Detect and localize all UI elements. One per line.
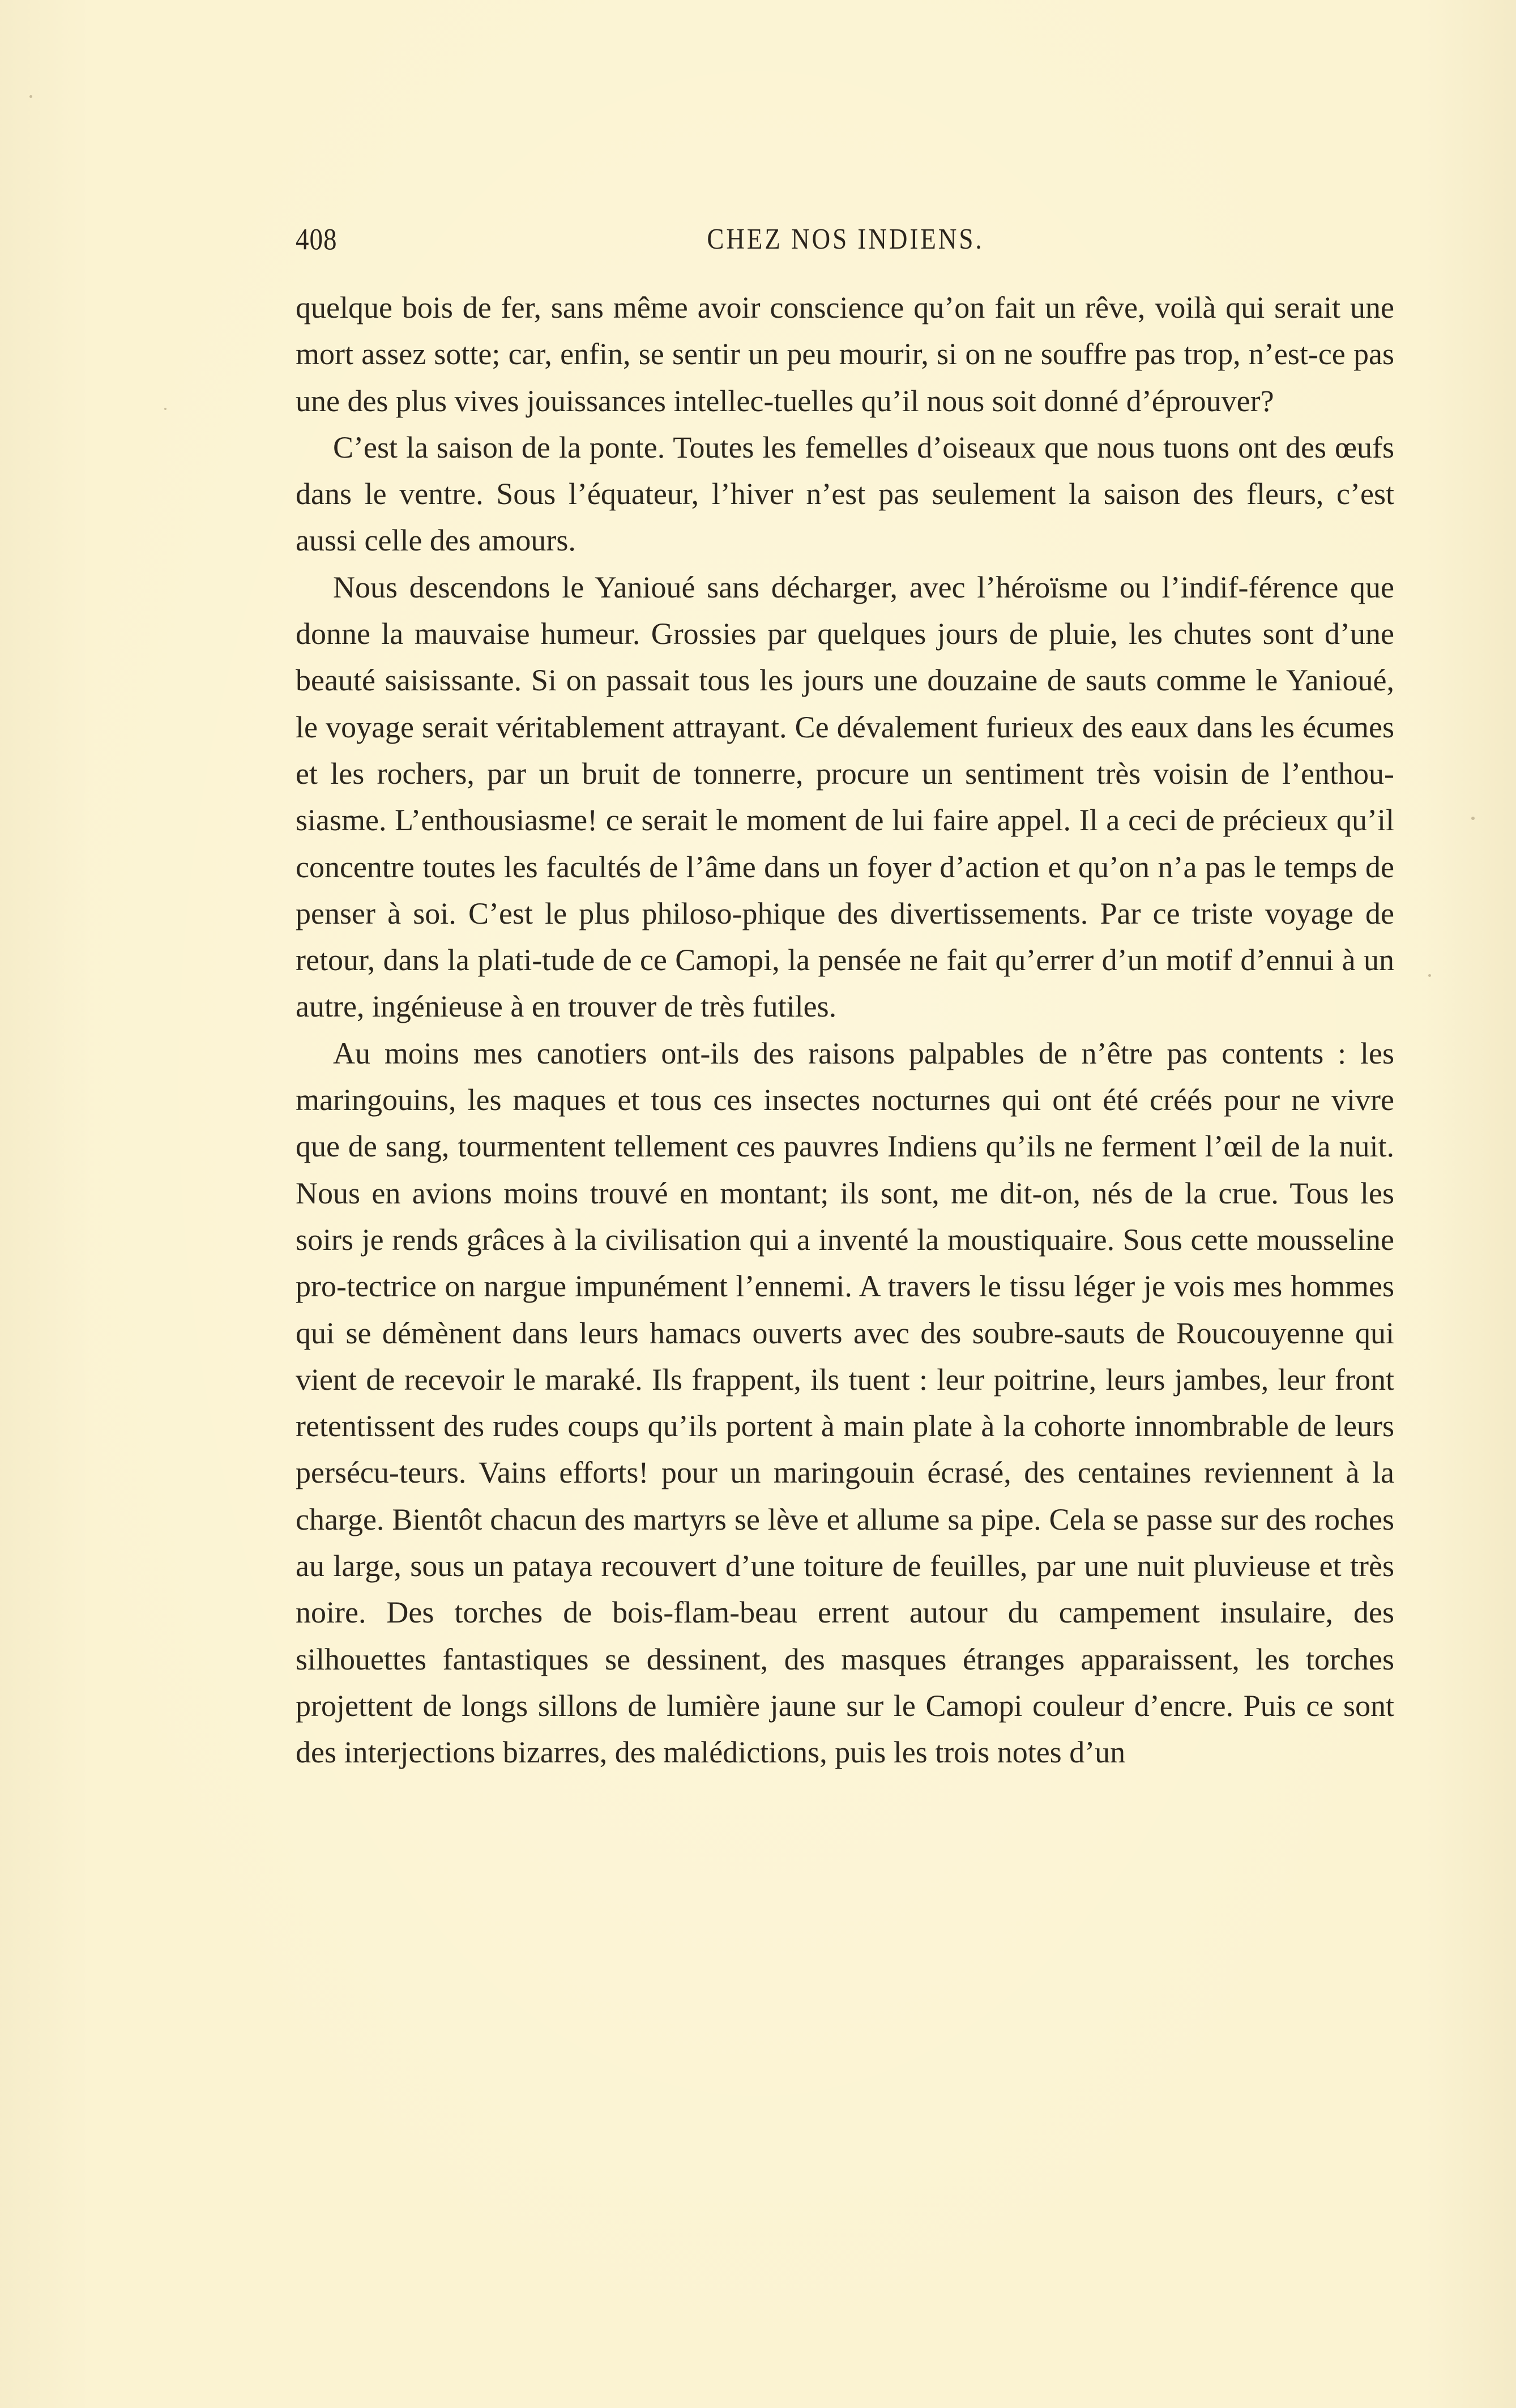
page-number: 408 — [296, 223, 338, 257]
running-head — [296, 222, 1395, 262]
paragraph: Au moins mes canotiers ont-ils des raisons palpables de n’être pas contents : les maringouins, les maques et tous ces insectes nocturnes qui ont été créés pour ne vivre que de sang, tourmentent tellement ces pauvres Indiens qu’ils ne ferment l’œil de la nuit. Nous en avions moins trouvé en montant; ils sont, me dit-on, nés de la crue. Tous les soirs je rends grâces à la civilisation qui a inventé la moustiquaire. Sous cette mousseline pro-tectrice on nargue impunément l’ennemi. A travers le tissu léger je vois mes hommes qui se démènent dans leurs hamacs ouverts avec des soubre-sauts de Roucouyenne qui vient de recevoir le maraké. Ils frappent, ils tuent : leur poitrine, leurs jambes, leur front retentissent des rudes coups qu’ils portent à main plate à la cohorte innombrable de leurs persécu-teurs. Vains efforts! pour un maringouin écrasé, des centaines reviennent à la charge. Bientôt chacun des martyrs se lève et allume sa pipe. Cela se passe sur des roches au large, sous un pataya recouvert d’une toiture de feuilles, par une nuit pluvieuse et très noire. Des torches de bois-flam-beau errent autour du campement insulaire, des silhouettes fantastiques se dessinent, des masques étranges apparaissent, les torches projettent de longs sillons de lumière jaune sur le Camopi couleur d’encre. Puis ce sont des interjections bizarres, des malédictions, puis les trois notes d’un — [296, 1036, 1394, 1770]
body-text — [296, 284, 1394, 1776]
paper-speck — [164, 408, 166, 410]
paragraph: C’est la saison de la ponte. Toutes les femelles d’oiseaux que nous tuons ont des œufs dans le ventre. Sous l’équateur, l’hiver n’est pas seulement la saison des fleurs, c’est aussi celle des amours. — [296, 430, 1394, 558]
paper-speck — [1428, 974, 1431, 977]
paragraph: Nous descendons le Yanioué sans décharger, avec l’héroïsme ou l’indif-férence que donne la mauvaise humeur. Grossies par quelques jours de pluie, les chutes sont d’une beauté saisissante. Si on passait tous les jours une douzaine de sauts comme le Yanioué, le voyage serait véritablement attrayant. Ce dévalement furieux des eaux dans les écumes et les rochers, par un bruit de tonnerre, procure un sentiment très voisin de l’enthou-siasme. L’enthousiasme! ce serait le moment de lui faire appel. Il a ceci de précieux qu’il concentre toutes les facultés de l’âme dans un foyer d’action et qu’on n’a pas le temps de penser à soi. C’est le plus philoso-phique des divertissements. Par ce triste voyage de retour, dans la plati-tude de ce Camopi, la pensée ne fait qu’errer d’un motif d’ennui à un autre, ingénieuse à en trouver de très futiles. — [296, 570, 1394, 1024]
running-title: CHEZ NOS INDIENS. — [707, 223, 984, 255]
paper-speck — [1471, 817, 1475, 820]
paragraph: quelque bois de fer, sans même avoir conscience qu’on fait un rêve, voilà qui serait une mort assez sotte; car, enfin, se sentir un peu mourir, si on ne souffre pas trop, n’est-ce pas une des plus vives jouissances intellec-tuelles qu’il nous soit donné d’éprouver? — [296, 291, 1394, 418]
paper-speck — [29, 95, 32, 98]
